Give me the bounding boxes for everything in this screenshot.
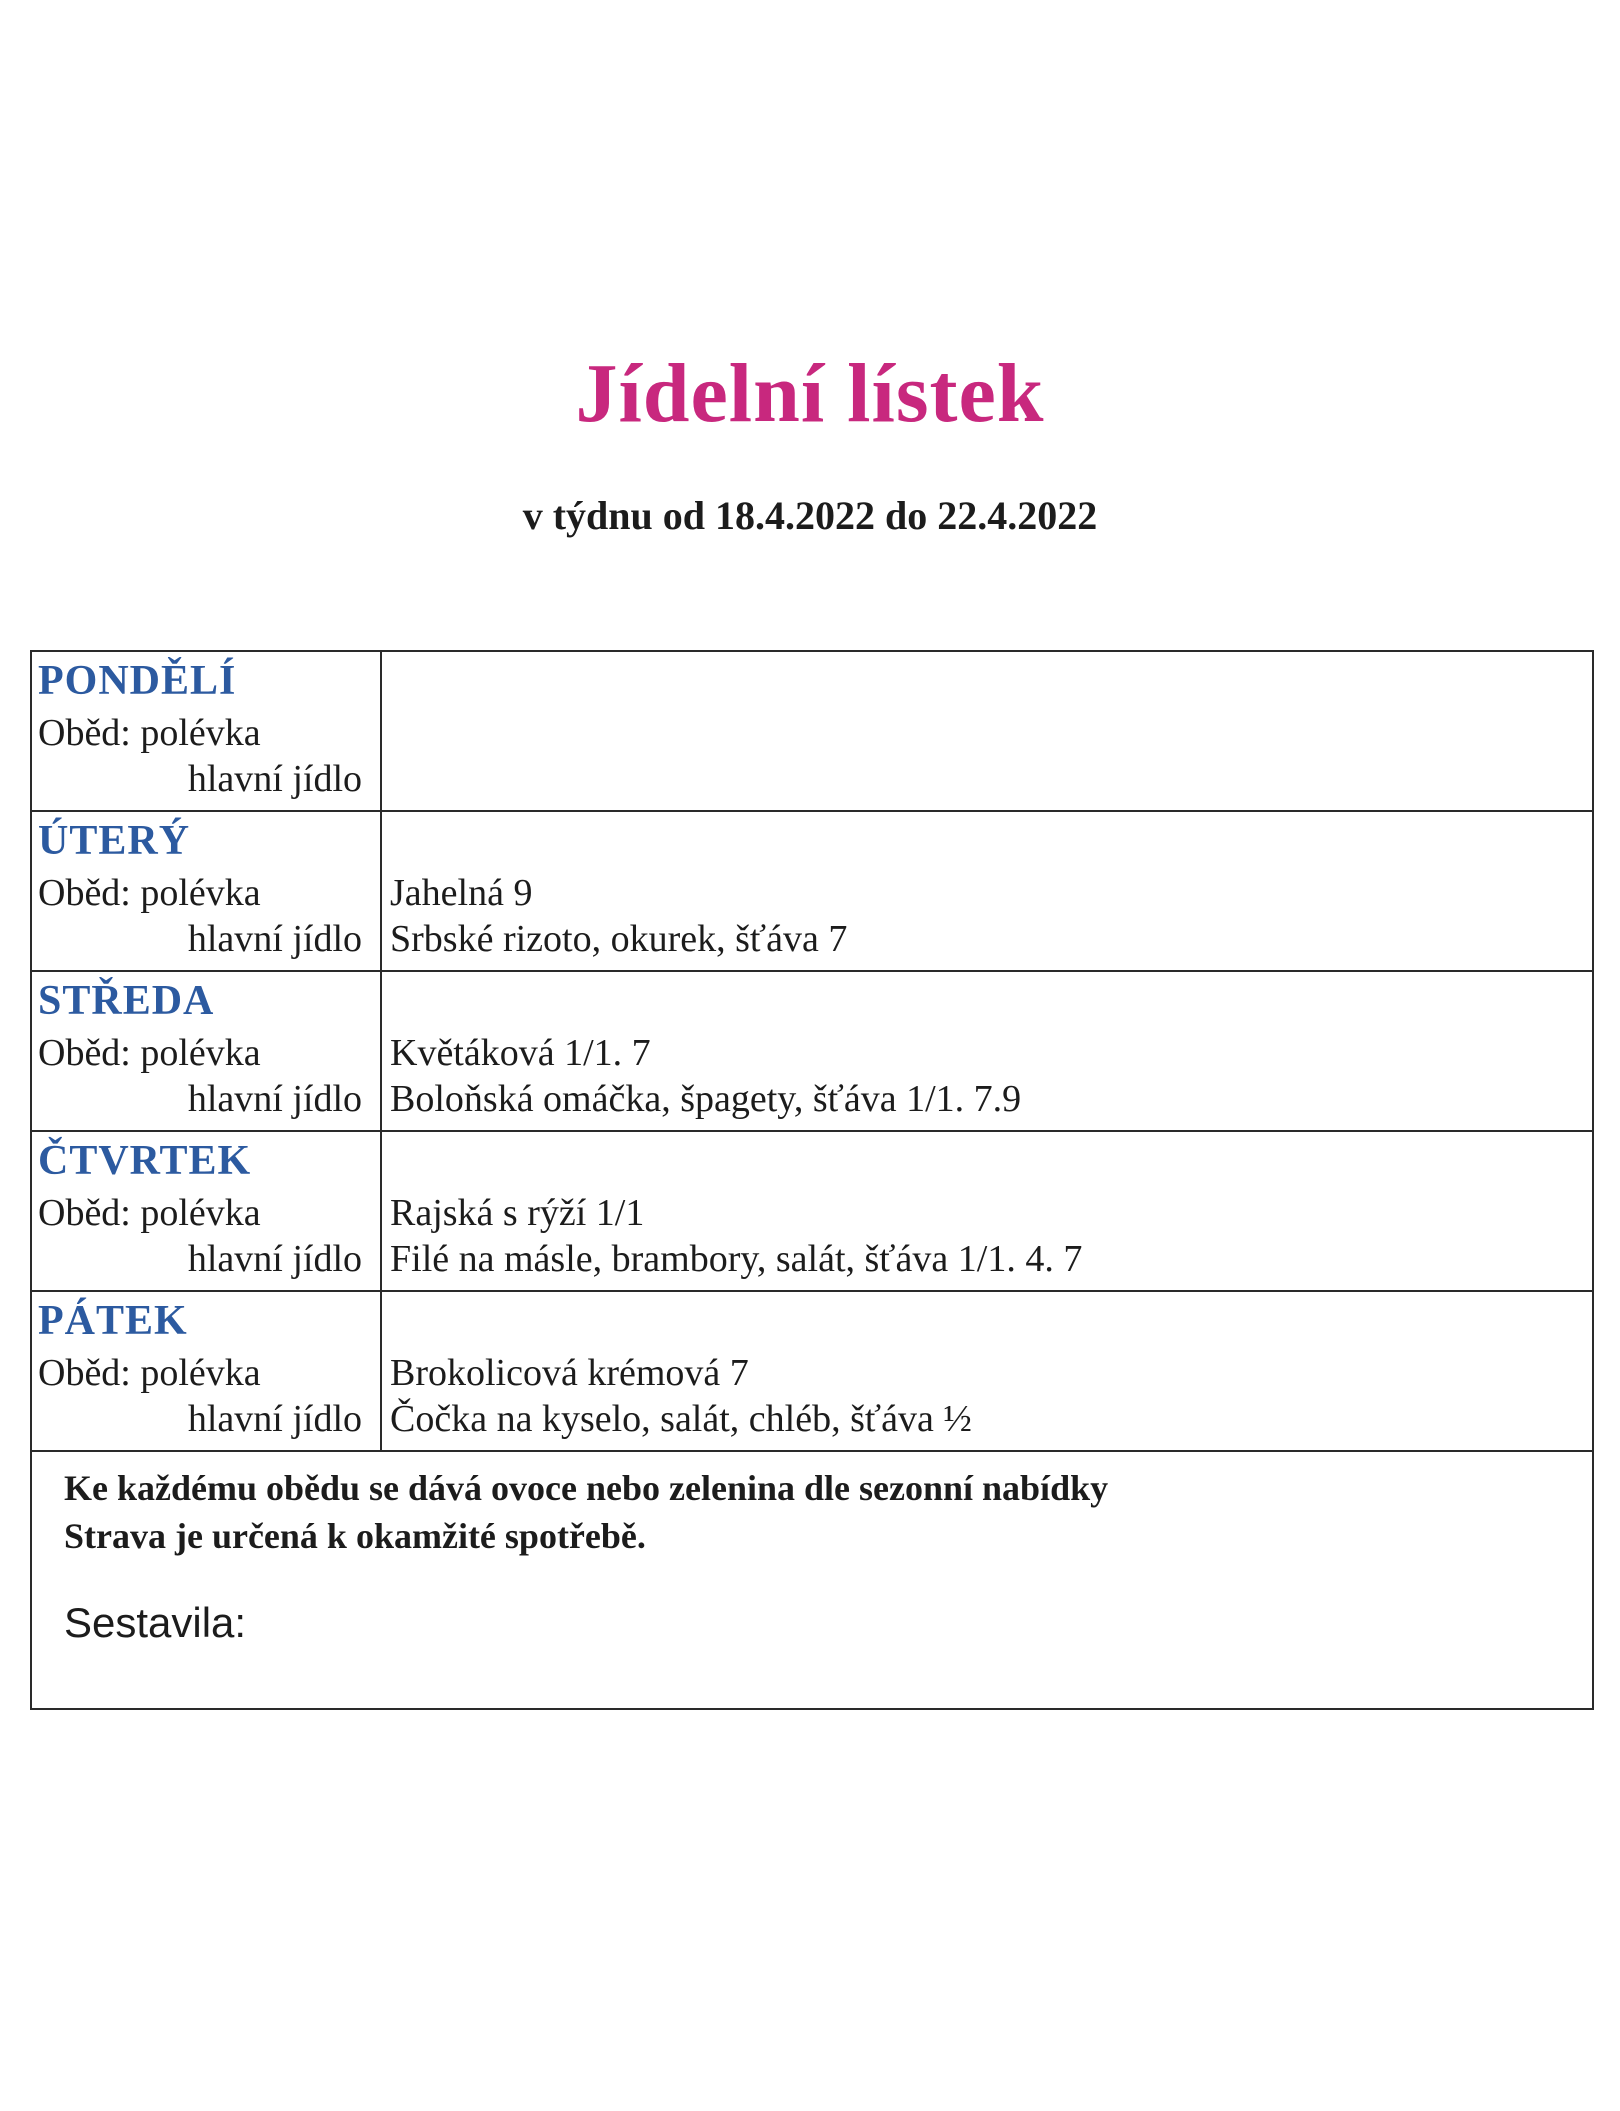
day-row-tuesday xyxy=(32,812,1592,972)
main-course-value: Srbské rizoto, okurek, šťáva 7 xyxy=(390,918,848,960)
main-course-value: Čočka na kyselo, salát, chléb, šťáva ½ xyxy=(390,1398,972,1440)
main-course-label: hlavní jídlo xyxy=(187,1238,362,1280)
footer-notes xyxy=(32,1452,1592,1708)
soup-value: Rajská s rýží 1/1 xyxy=(390,1192,645,1234)
dish-cell xyxy=(382,972,1592,1130)
main-course-value: Filé na másle, brambory, salát, šťáva 1/1. 4. 7 xyxy=(390,1238,1083,1280)
day-name: PONDĚLÍ xyxy=(38,658,237,704)
soup-value: Brokolicová krémová 7 xyxy=(390,1352,749,1394)
main-course-value: Boloňská omáčka, špagety, šťáva 1/1. 7.9 xyxy=(390,1078,1022,1120)
seasonal-note: Ke každému obědu se dává ovoce nebo zelenina dle sezonní nabídky xyxy=(64,1468,1109,1508)
day-label-cell xyxy=(32,652,382,810)
soup-value: Květáková 1/1. 7 xyxy=(390,1032,651,1074)
soup-label: Oběd: polévka xyxy=(38,1352,261,1394)
soup-label: Oběd: polévka xyxy=(38,712,261,754)
main-course-label: hlavní jídlo xyxy=(187,918,362,960)
day-row-wednesday xyxy=(32,972,1592,1132)
day-label-cell xyxy=(32,972,382,1130)
week-range: v týdnu od 18.4.2022 do 22.4.2022 xyxy=(522,493,1098,538)
compiled-by-label: Sestavila: xyxy=(64,1599,247,1646)
main-course-label: hlavní jídlo xyxy=(187,1398,362,1440)
soup-value: Jahelná 9 xyxy=(390,872,533,914)
day-name: ÚTERÝ xyxy=(38,818,191,864)
soup-label: Oběd: polévka xyxy=(38,872,261,914)
day-row-monday xyxy=(32,652,1592,812)
day-name: STŘEDA xyxy=(38,978,215,1024)
dish-cell xyxy=(382,1132,1592,1290)
dish-cell xyxy=(382,1292,1592,1450)
day-label-cell xyxy=(32,1292,382,1450)
day-name: PÁTEK xyxy=(38,1298,188,1344)
main-course-label: hlavní jídlo xyxy=(187,1078,362,1120)
day-row-thursday xyxy=(32,1132,1592,1292)
soup-label: Oběd: polévka xyxy=(38,1032,261,1074)
main-course-label: hlavní jídlo xyxy=(187,758,362,800)
dish-cell xyxy=(382,652,1592,810)
day-label-cell xyxy=(32,812,382,970)
page-title: Jídelní lístek xyxy=(575,347,1045,440)
dish-cell xyxy=(382,812,1592,970)
menu-table xyxy=(30,650,1594,1710)
soup-label: Oběd: polévka xyxy=(38,1192,261,1234)
day-name: ČTVRTEK xyxy=(38,1138,252,1184)
consumption-note: Strava je určená k okamžité spotřebě. xyxy=(64,1516,646,1556)
day-row-friday xyxy=(32,1292,1592,1452)
day-label-cell xyxy=(32,1132,382,1290)
